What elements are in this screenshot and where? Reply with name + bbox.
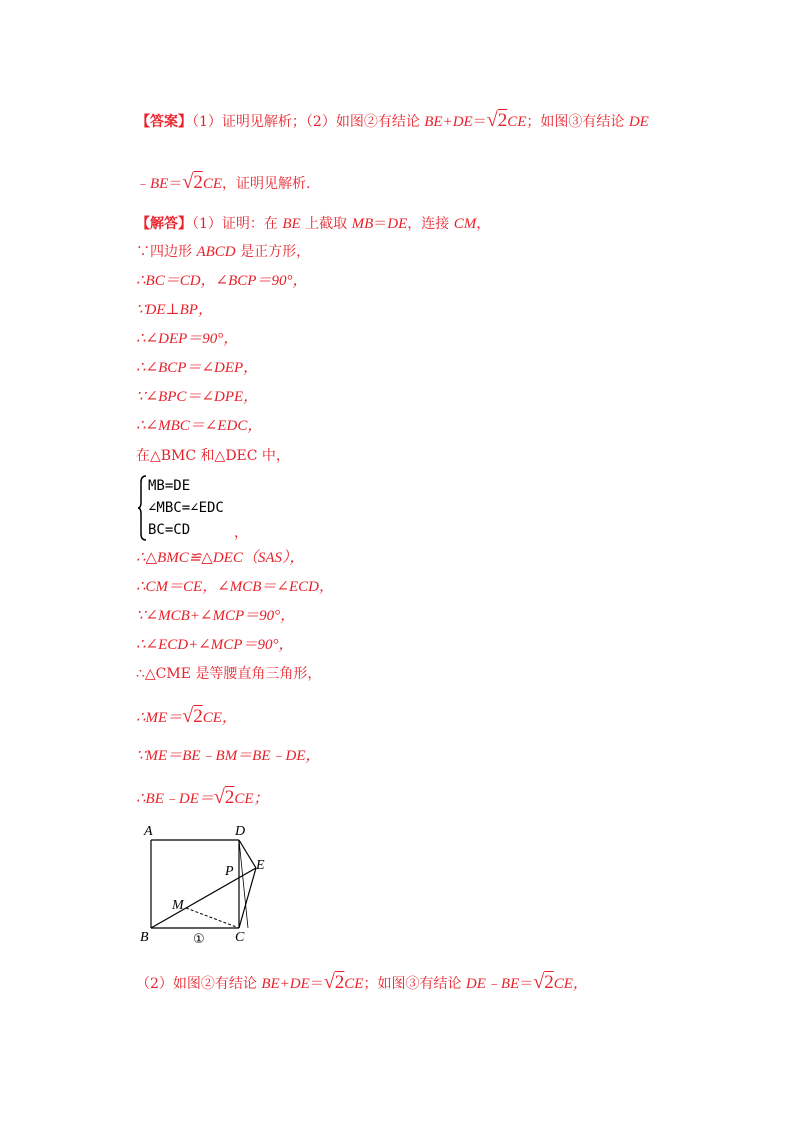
label-M: M [172,898,184,913]
solution-line-14: ∴ME＝√2CE， [136,705,237,727]
solution-line-11: ∵∠MCB+∠MCP＝90°， [136,608,296,624]
solution-line-4: ∴∠DEP＝90°， [136,331,239,347]
solution-line-16: ∴BE﹣DE＝√2CE； [136,786,269,808]
label-P: P [225,864,234,879]
system-eq-1: MB=DE [148,478,191,494]
answer-tag: 【答案】 [136,114,192,130]
system-eq-3: BC=CD [148,522,191,538]
label-A: A [144,824,153,839]
answer-line-1: 【答案】（1）证明见解析；（2）如图②有结论 BE+DE＝√2CE；如图③有结论 DE [136,109,649,131]
system-comma: ， [234,525,248,541]
label-D: D [235,824,246,839]
solution-line-2: ∴BC＝CD，∠BCP＝90°， [136,273,308,289]
solution-line-13: ∴△CME 是等腰直角三角形， [136,666,322,682]
geometry-figure [136,822,276,952]
solution-line-15: ∵ME＝BE﹣BM＝BE﹣DE， [136,748,321,764]
solution-line-7: ∴∠MBC＝∠EDC， [136,418,263,434]
solution-line-3: ∵DE⊥BP， [136,302,213,318]
square-diagram [136,822,276,952]
solution-line-6: ∵∠BPC＝∠DPE， [136,389,259,405]
left-brace-icon [138,474,148,542]
solution-line-8: 在△BMC 和△DEC 中， [136,448,290,464]
solution-line-0: 【解答】（1）证明：在 BE 上截取 MB＝DE，连接 CM， [136,216,491,232]
sqrt-symbol: √2 [486,109,508,131]
part2-line: （2）如图②有结论 BE+DE＝√2CE；如图③有结论 DE﹣BE＝√2CE， [136,971,588,993]
sqrt-symbol: √2 [213,786,235,808]
sqrt-symbol: √2 [182,705,203,727]
figure-caption: ① [193,932,205,947]
solution-line-1: ∵四边形 ABCD 是正方形， [136,244,311,260]
sqrt-symbol: √2 [323,971,345,993]
solution-line-12: ∴∠ECD+∠MCP＝90°， [136,637,294,653]
solution-line-10: ∴CM＝CE，∠MCB＝∠ECD， [136,579,335,595]
label-C: C [235,930,245,945]
label-B: B [140,930,149,945]
equation-system [138,474,308,542]
system-eq-2: ∠MBC=∠EDC [148,500,224,516]
sqrt-symbol: √2 [182,171,203,193]
answer-line-2: ﹣BE＝√2CE，证明见解析. [136,171,311,193]
solution-tag: 【解答】 [136,216,192,232]
solution-line-9: ∴△BMC≌△DEC（SAS）， [136,550,305,566]
label-E: E [256,858,265,873]
sqrt-symbol: √2 [533,971,554,993]
solution-line-5: ∴∠BCP＝∠DEP， [136,360,259,376]
